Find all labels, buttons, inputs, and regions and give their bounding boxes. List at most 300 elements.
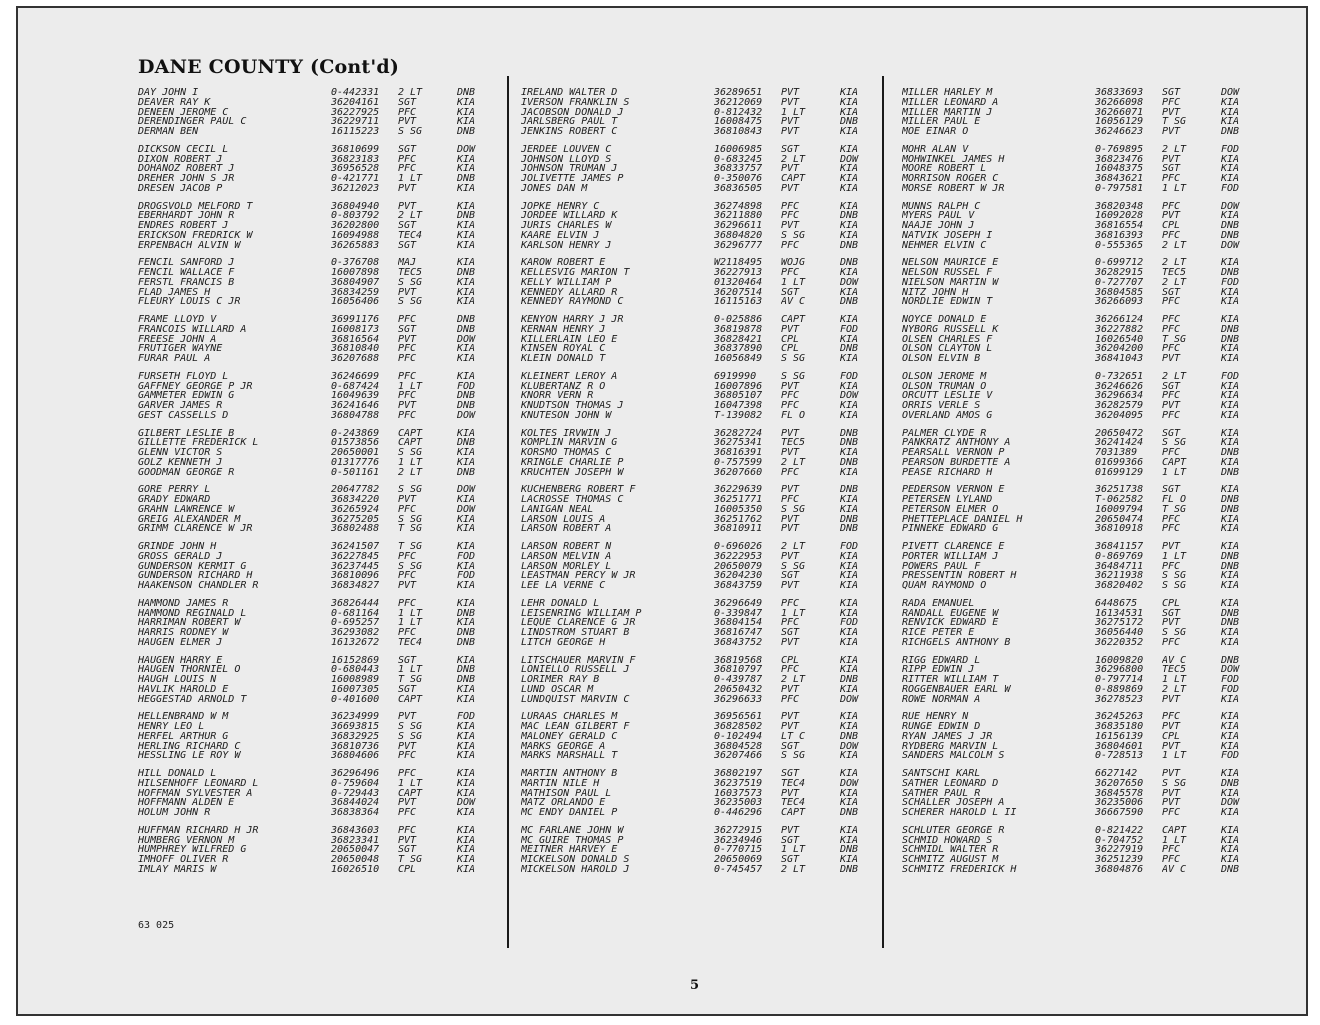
status: FOD [840, 371, 859, 382]
status: DNB [840, 485, 859, 495]
roster-row [138, 609, 487, 619]
name: MILLER MARTIN J [902, 107, 993, 118]
status: KIA [840, 448, 859, 458]
name: ORRIS VERLE S [902, 401, 981, 411]
roster-group [902, 202, 1251, 251]
name: MOORE ROBERT L [902, 164, 987, 174]
status: DNB [457, 467, 476, 478]
roster-group [521, 202, 870, 251]
grade: 2 LT [1162, 371, 1187, 382]
status: KIA [1221, 808, 1240, 818]
status: KIA [1221, 297, 1240, 307]
grade: PFC [781, 598, 800, 609]
roster-row [902, 609, 1251, 619]
status: DNB [457, 88, 476, 98]
name: FRANCOIS WILLARD A [138, 324, 247, 335]
grade: PFC [1162, 324, 1181, 335]
roster-row [902, 184, 1251, 194]
roster-row [138, 712, 487, 722]
roster-row [902, 288, 1251, 298]
serial-number: 36810840 [331, 344, 380, 354]
status: DNB [457, 315, 476, 325]
serial-number: 0-102494 [714, 731, 763, 742]
name: HARRIMAN ROBERT W [138, 618, 241, 628]
serial-number: 20650047 [331, 845, 380, 855]
roster-row [521, 258, 870, 268]
serial-number: 36222953 [714, 551, 763, 562]
grade: PVT [398, 401, 417, 411]
serial-number: 01573856 [331, 438, 380, 448]
roster-row [521, 552, 870, 562]
name: GARVER JAMES R [138, 401, 223, 411]
serial-number: 0-687424 [331, 381, 380, 392]
roster-row [138, 562, 487, 572]
roster-row [902, 808, 1251, 818]
serial-number: 20647782 [331, 485, 380, 495]
status: KIA [840, 354, 859, 364]
roster-row [138, 438, 487, 448]
grade: CPL [781, 655, 800, 666]
name: MARKS GEORGE A [521, 741, 606, 752]
status: FOD [1221, 675, 1240, 685]
grade: SGT [1162, 608, 1181, 619]
status: KIA [840, 315, 859, 325]
serial-number: 16007898 [331, 268, 380, 278]
name: HOFFMANN ALDEN E [138, 798, 235, 808]
serial-number: 36251738 [1095, 485, 1144, 495]
roster-group [521, 88, 870, 137]
grade: CAPT [781, 174, 806, 184]
status: KIA [1221, 524, 1240, 534]
grade: S SG [398, 297, 423, 307]
serial-number: 36227919 [1095, 845, 1144, 855]
grade: SGT [398, 684, 417, 695]
roster-row [902, 88, 1251, 98]
serial-number: 0-696026 [714, 542, 763, 552]
serial-number: 36810918 [1095, 524, 1144, 534]
status: KIA [840, 655, 859, 666]
grade: PVT [1162, 694, 1181, 705]
roster-row [521, 241, 870, 251]
status: KIA [840, 581, 859, 591]
grade: T SG [1162, 334, 1187, 345]
status: KIA [840, 381, 859, 392]
status: KIA [1221, 354, 1240, 364]
serial-number: 16008475 [714, 117, 763, 127]
status: KIA [457, 581, 476, 591]
name: PETERSEN LYLAND [902, 495, 993, 505]
grade: SGT [398, 655, 417, 666]
roster-row [138, 618, 487, 628]
grade: TEC5 [781, 438, 806, 448]
roster-row [902, 495, 1251, 505]
roster-row [138, 448, 487, 458]
serial-number: 36275172 [1095, 618, 1144, 628]
serial-number: 36804876 [1095, 864, 1144, 875]
roster-row [902, 769, 1251, 779]
name: MUNNS RALPH C [902, 201, 981, 212]
serial-number: 0-376708 [331, 258, 380, 268]
name: FREESE JOHN A [138, 334, 217, 345]
grade: PVT [781, 428, 800, 439]
status: KIA [840, 561, 859, 572]
grade: 1 LT [398, 457, 423, 468]
status: DNB [840, 428, 859, 439]
grade: S SG [398, 127, 423, 137]
serial-number: 16005350 [714, 504, 763, 515]
roster-row [138, 382, 487, 392]
roster-row [902, 618, 1251, 628]
grade: T SG [398, 524, 423, 534]
name: FRAME LLOYD V [138, 315, 217, 325]
status: KIA [457, 117, 476, 127]
roster-row [138, 552, 487, 562]
roster-row [138, 221, 487, 231]
serial-number: 0-821422 [1095, 825, 1144, 836]
grade: CPL [398, 864, 417, 875]
serial-number: 16048375 [1095, 164, 1144, 174]
name: ROWE NORMAN A [902, 694, 981, 705]
status: DOW [457, 504, 476, 515]
serial-number: 36841157 [1095, 542, 1144, 552]
status: KIA [840, 467, 859, 478]
grade: PFC [1162, 855, 1181, 865]
grade: PVT [781, 164, 800, 174]
status: KIA [1221, 855, 1240, 865]
status: FOD [840, 542, 859, 552]
serial-number: 36802197 [714, 769, 763, 779]
serial-number: 36241424 [1095, 438, 1144, 448]
serial-number: 36207688 [331, 354, 380, 364]
status: KIA [457, 154, 476, 165]
grade: PVT [398, 201, 417, 212]
roster-row [138, 656, 487, 666]
grade: PVT [1162, 211, 1181, 221]
roster-row [138, 665, 487, 675]
roster-row [902, 638, 1251, 648]
name: DICKSON CECIL L [138, 144, 229, 155]
serial-number: 36693815 [331, 722, 380, 732]
name: PEASE RICHARD H [902, 467, 993, 478]
roster-row [521, 505, 870, 515]
grade: PFC [1162, 297, 1181, 307]
roster-group [521, 258, 870, 307]
serial-number: 0-350076 [714, 174, 763, 184]
roster-group [138, 315, 487, 364]
roster-row [521, 221, 870, 231]
status: DOW [1221, 201, 1240, 212]
serial-number: 36282724 [714, 428, 763, 439]
roster-row [521, 826, 870, 836]
roster-row [138, 429, 487, 439]
serial-number: 20650472 [1095, 428, 1144, 439]
status: DNB [457, 268, 476, 278]
serial-number: 36293082 [331, 628, 380, 638]
name: HAUGEN ELMER J [138, 637, 223, 648]
serial-number: 36251762 [714, 514, 763, 525]
name: SCHALLER JOSEPH A [902, 798, 1005, 808]
roster-row [521, 88, 870, 98]
roster-row [902, 485, 1251, 495]
roster-group [902, 712, 1251, 761]
grade: SGT [1162, 287, 1181, 298]
status: KIA [457, 457, 476, 468]
roster-row [902, 108, 1251, 118]
roster-group [138, 485, 487, 534]
serial-number: 36207660 [714, 467, 763, 478]
status: KIA [457, 741, 476, 752]
grade: 1 LT [398, 381, 423, 392]
serial-number: 16094988 [331, 230, 380, 241]
grade: PVT [1162, 722, 1181, 732]
column-divider [882, 76, 884, 948]
serial-number: 6919990 [714, 371, 757, 382]
grade: 2 LT [1162, 277, 1187, 288]
grade: AV C [1162, 864, 1187, 875]
status: DNB [1221, 127, 1240, 137]
name: NATVIK JOSEPH I [902, 230, 993, 241]
serial-number: 36204161 [331, 97, 380, 108]
name: PETERSON ELMER O [902, 504, 999, 515]
grade: PFC [398, 391, 417, 401]
roster-row [138, 184, 487, 194]
grade: PFC [398, 825, 417, 836]
grade: PVT [398, 741, 417, 752]
status: DNB [457, 401, 476, 411]
roster-row [521, 297, 870, 307]
roster-row [521, 789, 870, 799]
serial-number: 0-439787 [714, 675, 763, 685]
serial-number: 36207514 [714, 287, 763, 298]
name: LURAAS CHARLES M [521, 712, 618, 722]
roster-row [138, 297, 487, 307]
roster-page [16, 6, 1308, 1016]
name: ROGGENBAUER EARL W [902, 684, 1011, 695]
serial-number: 0-745457 [714, 864, 763, 875]
grade: 1 LT [1162, 183, 1187, 194]
roster-row [521, 656, 870, 666]
serial-number: 0-812432 [714, 107, 763, 118]
serial-number: 36229639 [714, 485, 763, 495]
roster-row [521, 665, 870, 675]
roster-row [138, 751, 487, 761]
status: KIA [457, 542, 476, 552]
name: PRESSENTIN ROBERT H [902, 571, 1017, 581]
roster-group [138, 826, 487, 875]
serial-number: 36834827 [331, 581, 380, 591]
serial-number: 36804788 [331, 410, 380, 421]
name: GOODMAN GEORGE R [138, 467, 235, 478]
grade: PFC [398, 344, 417, 354]
grade: 2 LT [398, 211, 423, 221]
name: HUMBERG VERNON M [138, 835, 235, 846]
name: JERDEE LOUVEN C [521, 144, 612, 155]
grade: 1 LT [398, 618, 423, 628]
name: PORTER WILLIAM J [902, 551, 999, 562]
page-number: 5 [690, 978, 700, 993]
grade: SGT [398, 97, 417, 108]
name: GLENN VICTOR S [138, 448, 223, 458]
name: LUND OSCAR M [521, 684, 594, 695]
serial-number: 36802488 [331, 524, 380, 534]
grade: AV C [781, 297, 806, 307]
name: LORIMER RAY B [521, 675, 600, 685]
status: DOW [840, 391, 859, 401]
grade: PFC [1162, 808, 1181, 818]
grade: PVT [1162, 618, 1181, 628]
grade: PFC [398, 808, 417, 818]
roster-row [521, 798, 870, 808]
status: KIA [1221, 107, 1240, 118]
name: RIGG EDWARD L [902, 655, 981, 666]
roster-row [521, 127, 870, 137]
grade: PVT [781, 221, 800, 231]
roster-group [902, 769, 1251, 818]
grade: 1 LT [1162, 835, 1187, 846]
roster-group [138, 202, 487, 251]
roster-row [902, 221, 1251, 231]
roster-row [902, 354, 1251, 364]
status: KIA [1221, 722, 1240, 732]
serial-number: 0-421771 [331, 174, 380, 184]
status: KIA [1221, 741, 1240, 752]
status: KIA [457, 448, 476, 458]
name: NITZ JOHN H [902, 287, 969, 298]
status: KIA [840, 608, 859, 619]
name: RITTER WILLIAM T [902, 675, 999, 685]
status: KIA [840, 144, 859, 155]
status: KIA [840, 410, 859, 421]
serial-number: 36819878 [714, 324, 763, 335]
name: KNUDTSON THOMAS J [521, 401, 624, 411]
status: KIA [840, 183, 859, 194]
name: GRAHN LAWRENCE W [138, 504, 235, 515]
grade: CPL [1162, 221, 1181, 231]
grade: 1 LT [781, 107, 806, 118]
name: MARTIN NILE H [521, 778, 600, 789]
roster-row [521, 495, 870, 505]
status: DNB [840, 457, 859, 468]
grade: PFC [398, 107, 417, 118]
grade: T SG [1162, 117, 1187, 127]
name: FURAR PAUL A [138, 354, 211, 364]
grade: 2 LT [398, 88, 423, 98]
roster-group [521, 315, 870, 364]
grade: SGT [1162, 428, 1181, 439]
serial-number: 0-446296 [714, 808, 763, 818]
status: DNB [1221, 334, 1240, 345]
serial-number: 0-769895 [1095, 144, 1144, 155]
roster-row [521, 145, 870, 155]
status: DOW [457, 798, 476, 808]
roster-group [138, 656, 487, 705]
roster-row [521, 372, 870, 382]
status: KIA [457, 344, 476, 354]
status: KIA [457, 514, 476, 525]
grade: SGT [781, 835, 800, 846]
roster-row [521, 742, 870, 752]
roster-row [521, 468, 870, 478]
name: MOE EINAR O [902, 127, 969, 137]
status: KIA [1221, 825, 1240, 836]
serial-number: 36237519 [714, 778, 763, 789]
grade: PFC [781, 401, 800, 411]
name: GRIMM CLARENCE W JR [138, 524, 253, 534]
roster-group [138, 258, 487, 307]
serial-number: 36804585 [1095, 287, 1144, 298]
status: KIA [1221, 154, 1240, 165]
roster-row [902, 401, 1251, 411]
serial-number: 0-729443 [331, 788, 380, 799]
roster-group [902, 826, 1251, 875]
name: RUE HENRY N [902, 712, 969, 722]
status: KIA [1221, 258, 1240, 268]
status: KIA [457, 598, 476, 609]
serial-number: 36235003 [714, 798, 763, 808]
name: JURIS CHARLES W [521, 221, 612, 231]
roster-row [138, 458, 487, 468]
grade: S SG [781, 561, 806, 572]
roster-row [902, 164, 1251, 174]
status: KIA [457, 164, 476, 174]
grade: FL O [781, 410, 806, 421]
roster-row [521, 391, 870, 401]
grade: PFC [781, 240, 800, 251]
name: HENRY LEO L [138, 722, 205, 732]
roster-row [521, 184, 870, 194]
grade: PFC [1162, 344, 1181, 354]
status: KIA [457, 221, 476, 231]
status: DNB [1221, 561, 1240, 572]
grade: SGT [398, 144, 417, 155]
grade: 1 LT [1162, 675, 1187, 685]
grade: SGT [1162, 164, 1181, 174]
grade: PFC [398, 769, 417, 779]
name: ORCUTT LESLIE V [902, 391, 993, 401]
roster-group [902, 485, 1251, 534]
status: DNB [1221, 655, 1240, 666]
status: FOD [1221, 277, 1240, 288]
serial-number: 36296649 [714, 598, 763, 609]
roster-group [521, 542, 870, 591]
status: DNB [840, 675, 859, 685]
grade: PVT [781, 448, 800, 458]
roster-group [138, 88, 487, 137]
name: MATHISON PAUL L [521, 788, 612, 799]
roster-row [521, 174, 870, 184]
name: GILLETTE FREDERICK L [138, 438, 259, 448]
roster-row [138, 325, 487, 335]
serial-number: 36810736 [331, 741, 380, 752]
status: KIA [457, 371, 476, 382]
status: KIA [457, 788, 476, 799]
serial-number: 36227913 [714, 268, 763, 278]
status: DNB [457, 608, 476, 619]
status: KIA [1221, 542, 1240, 552]
status: DNB [457, 324, 476, 335]
status: DOW [1221, 798, 1240, 808]
status: DNB [840, 258, 859, 268]
grade: PVT [781, 88, 800, 98]
status: KIA [457, 354, 476, 364]
name: FRUTIGER WAYNE [138, 344, 223, 354]
serial-number: 0-699712 [1095, 258, 1144, 268]
grade: 2 LT [1162, 240, 1187, 251]
roster-row [138, 855, 487, 865]
roster-row [902, 241, 1251, 251]
name: HUMPHREY WILFRED G [138, 845, 247, 855]
status: KIA [840, 164, 859, 174]
